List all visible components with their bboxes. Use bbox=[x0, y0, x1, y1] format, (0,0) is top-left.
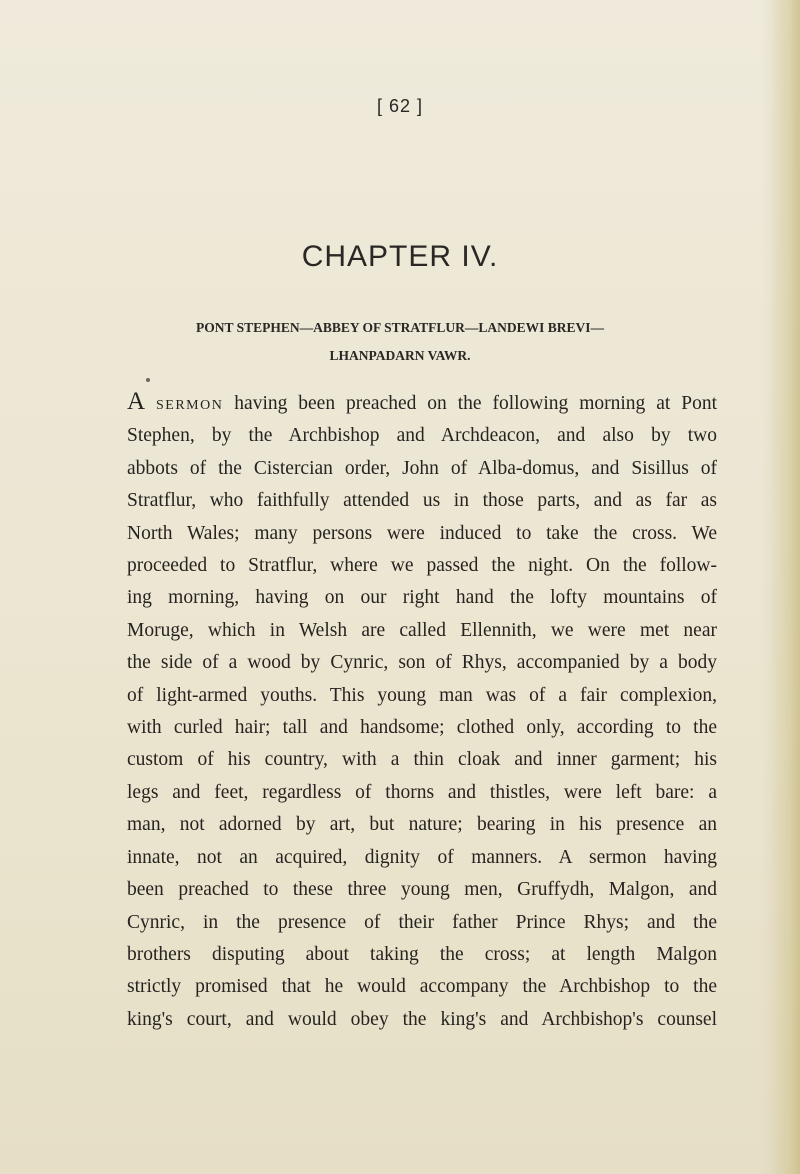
body-line: custom of his country, with a thin cloak and inner garment; his bbox=[127, 749, 717, 771]
first-line-rest: having been preached on the following morning at Pont bbox=[223, 393, 717, 414]
body-line: Stratflur, who faithfully attended us in those parts, and as far as bbox=[127, 490, 717, 512]
body-line: man, not adorned by art, but nature; bearing in his presence an bbox=[127, 814, 717, 836]
body-line: been preached to these three young men, Gruffydh, Malgon, and bbox=[127, 879, 717, 901]
body-paragraph bbox=[127, 386, 717, 1036]
body-line: the side of a wood by Cynric, son of Rhys, accompanied by a body bbox=[127, 652, 717, 674]
body-line: brothers disputing about taking the cross; at length Malgon bbox=[127, 943, 717, 965]
subtitle-line-1: PONT STEPHEN—ABBEY OF STRATFLUR—LANDEWI BREVI— bbox=[195, 320, 605, 335]
body-line: Stephen, by the Archbishop and Archdeacon, and also by two bbox=[127, 425, 717, 447]
body-line: king's court, and would obey the king's and Archbishop's counsel bbox=[127, 1008, 717, 1030]
body-line-1 bbox=[127, 386, 717, 420]
body-line: abbots of the Cistercian order, John of Alba-domus, and Sisillus of bbox=[127, 457, 717, 479]
page-number: [ 62 ] bbox=[376, 96, 424, 116]
lead-word: sermon bbox=[156, 393, 224, 414]
body-line: Cynric, in the presence of their father Prince Rhys; and the bbox=[127, 911, 717, 933]
ink-speck bbox=[146, 378, 150, 382]
subtitle-line-2: LHANPADARN VAWR. bbox=[329, 348, 471, 363]
body-line: innate, not an acquired, dignity of manners. A sermon having bbox=[127, 846, 717, 868]
chapter-title: CHAPTER IV. bbox=[301, 240, 499, 273]
body-line: North Wales; many persons were induced to take the cross. We bbox=[127, 522, 717, 544]
body-line: proceeded to Stratflur, where we passed the night. On the follow- bbox=[127, 555, 717, 577]
drop-cap: A bbox=[127, 388, 146, 415]
body-line: ing morning, having on our right hand the lofty mountains of bbox=[127, 587, 717, 609]
body-line: legs and feet, regardless of thorns and thistles, were left bare: a bbox=[127, 781, 717, 803]
body-line: of light-armed youths. This young man was of a fair complexion, bbox=[127, 684, 717, 706]
body-line: strictly promised that he would accompany the Archbishop to the bbox=[127, 976, 717, 998]
page-edge-stain bbox=[770, 0, 800, 1174]
body-line: with curled hair; tall and handsome; clothed only, according to the bbox=[127, 717, 717, 739]
chapter-subtitle bbox=[150, 314, 650, 370]
body-line: Moruge, which in Welsh are called Ellennith, we were met near bbox=[127, 619, 717, 641]
